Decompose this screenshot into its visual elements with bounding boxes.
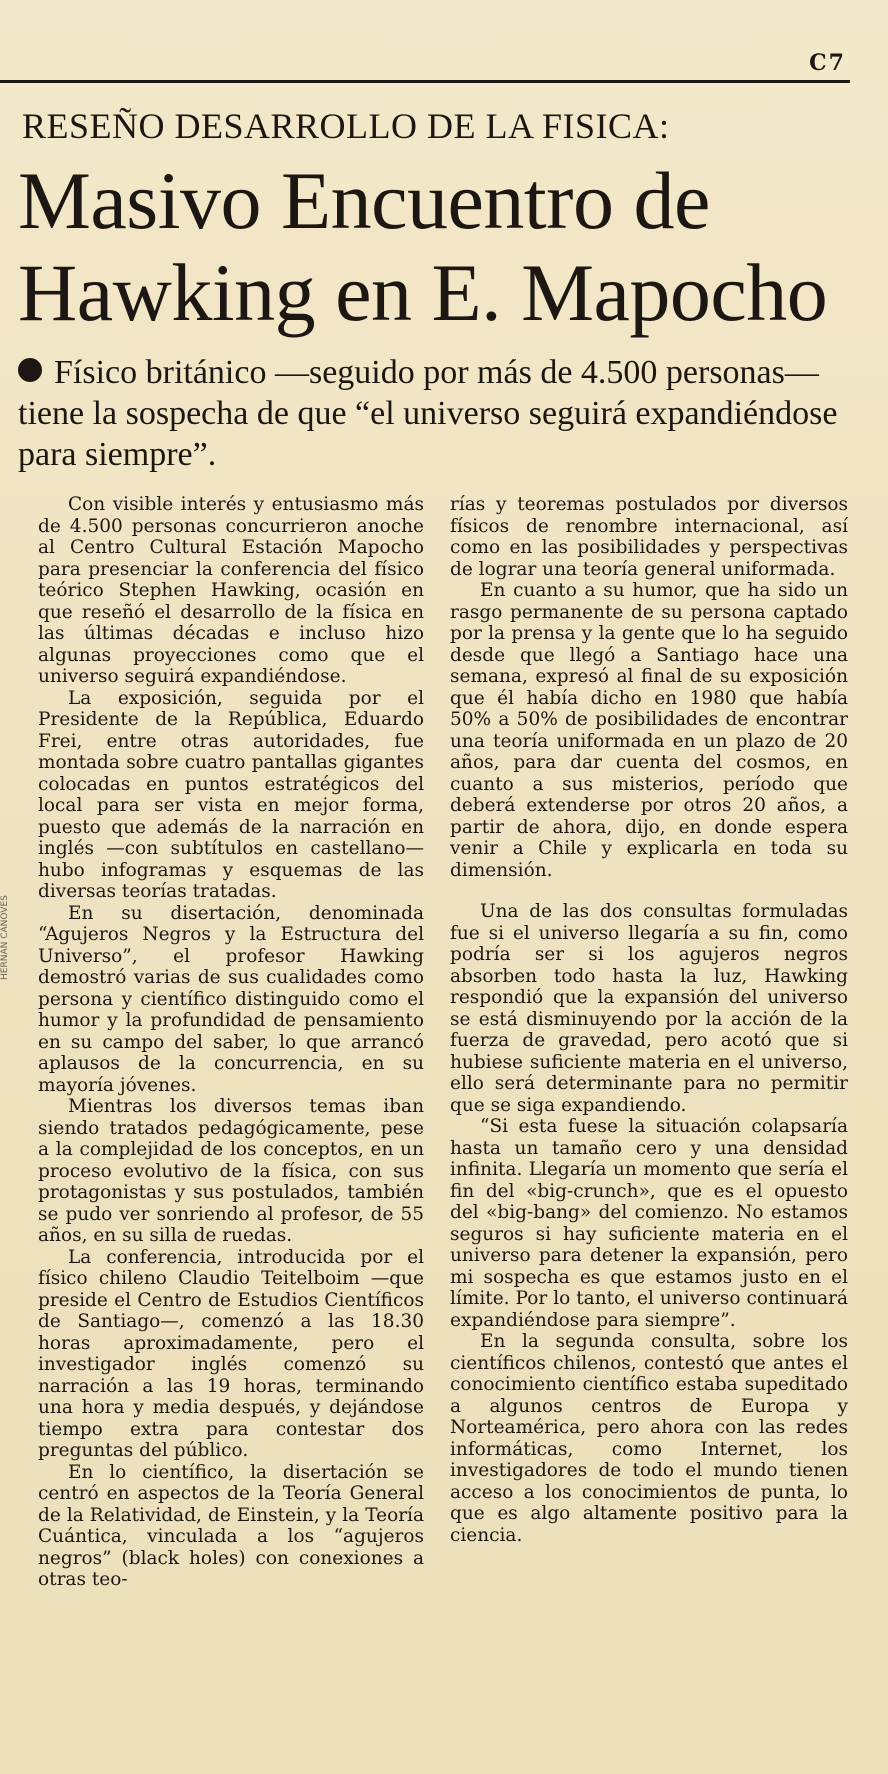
paragraph: En su disertación, denominada “Agujeros Negros y la Estructura del Universo”, el profesor Hawking demostró varias de sus cualidades como persona y científico distinguido como el humor y la profundidad de pensamiento en su campo del saber, lo que arrancó aplausos de la concurrencia, en su mayoría jóvenes.: [38, 902, 424, 1096]
bullet-icon: [18, 358, 42, 382]
paragraph: rías y teoremas postulados por diversos físicos de renombre internacional, así como en las posibilidades y perspectivas de lograr una teoría general uniformada.: [450, 494, 848, 580]
paragraph: Mientras los diversos temas iban siendo tratados pedagógicamente, pese a la complejidad de los conceptos, en un proceso evolutivo de la física, con sus protagonistas y sus postulados, también se pudo ver sonriendo al profesor, de 55 años, en su silla de ruedas.: [38, 1096, 424, 1246]
body-column-right: [450, 494, 848, 1546]
paragraph: En la segunda consulta, sobre los científicos chilenos, contestó que antes el conocimiento científico estaba supeditado a algunos centros de Europa y Norteamérica, pero ahora con las redes informáticas, como Internet, los investigadores de todo el mundo tienen acceso a los conocimientos de punta, lo que es algo altamente positivo para la ciencia.: [450, 1331, 848, 1546]
photo-credit: HERNAN CANOVES: [0, 895, 10, 980]
paragraph: Una de las dos consultas formuladas fue si el universo llegaría a su fin, como podría ser si los agujeros negros absorben todo hasta la luz, Hawking respondió que la expansión del universo se está disminuyendo por la acción de la fuerza de gravedad, pero acotó que si hubiese suficiente materia en el universo, ello será determinante para no permitir que se siga expandiendo.: [450, 901, 848, 1116]
top-rule: [0, 80, 850, 83]
paragraph: “Si esta fuese la situación colapsaría hasta un tamaño cero y una densidad infinita. Llegaría un momento que sería el fin del «big-crunch», que es el opuesto del «big-bang» del comienzo. No estamos seguros si hay suficiente materia en el universo para detener la expansión, pero mi sospecha es que estamos justo en el límite. Por lo tanto, el universo continuará expandiéndose para siempre”.: [450, 1116, 848, 1331]
page-number: C7: [809, 50, 846, 76]
deck-text: Físico británico —seguido por más de 4.500 personas— tiene la sospecha de que “el universo seguirá expandiéndose para siempre”.: [18, 354, 838, 473]
kicker: RESEÑO DESARROLLO DE LA FISICA:: [22, 106, 670, 146]
paragraph: La exposición, seguida por el Presidente de la República, Eduardo Frei, entre otras autoridades, fue montada sobre cuatro pantallas gigantes colocadas en puntos estratégicos del local para ser vista en mejor forma, puesto que además de la narración en inglés —con subtítulos en castellano— hubo infogramas y esquemas de las diversas teorías tratadas.: [38, 687, 424, 902]
headline: Masivo Encuentro de Hawking en E. Mapocho: [18, 155, 828, 338]
paragraph: En lo científico, la disertación se centró en aspectos de la Teoría General de la Relatividad, de Einstein, y la Teoría Cuántica, vinculada a los “agujeros negros” (black holes) con conexiones a otras teo-: [38, 1461, 424, 1590]
paragraph: Con visible interés y entusiasmo más de 4.500 personas concurrieron anoche al Centro Cultural Estación Mapocho para presenciar la conferencia del físico teórico Stephen Hawking, ocasión en que reseñó el desarrollo de la física en las últimas décadas e incluso hizo algunas proyecciones como que el universo seguirá expandiéndose.: [38, 494, 424, 687]
paragraph: La conferencia, introducida por el físico chileno Claudio Teitelboim —que preside el Centro de Estudios Científicos de Santiago—, comenzó a las 18.30 horas aproximadamente, pero el investigador inglés comenzó su narración a las 19 horas, terminando una hora y media después, y dejándose tiempo extra para contestar dos preguntas del público.: [38, 1246, 424, 1461]
paragraph: En cuanto a su humor, que ha sido un rasgo permanente de su persona captado por la prensa y la gente que lo ha seguido desde que llegó a Santiago hace una semana, expresó al final de su exposición que él había dicho en 1980 que había 50% a 50% de posibilidades de encontrar una teoría uniformada en un plazo de 20 años, para dar cuenta del cosmos, en cuanto a sus misterios, período que deberá extenderse por otros 20 años, a partir de ahora, dijo, en donde espera venir a Chile y explicarla en toda su dimensión.: [450, 580, 848, 881]
deck: [18, 352, 858, 475]
body-column-left: [38, 494, 424, 1591]
